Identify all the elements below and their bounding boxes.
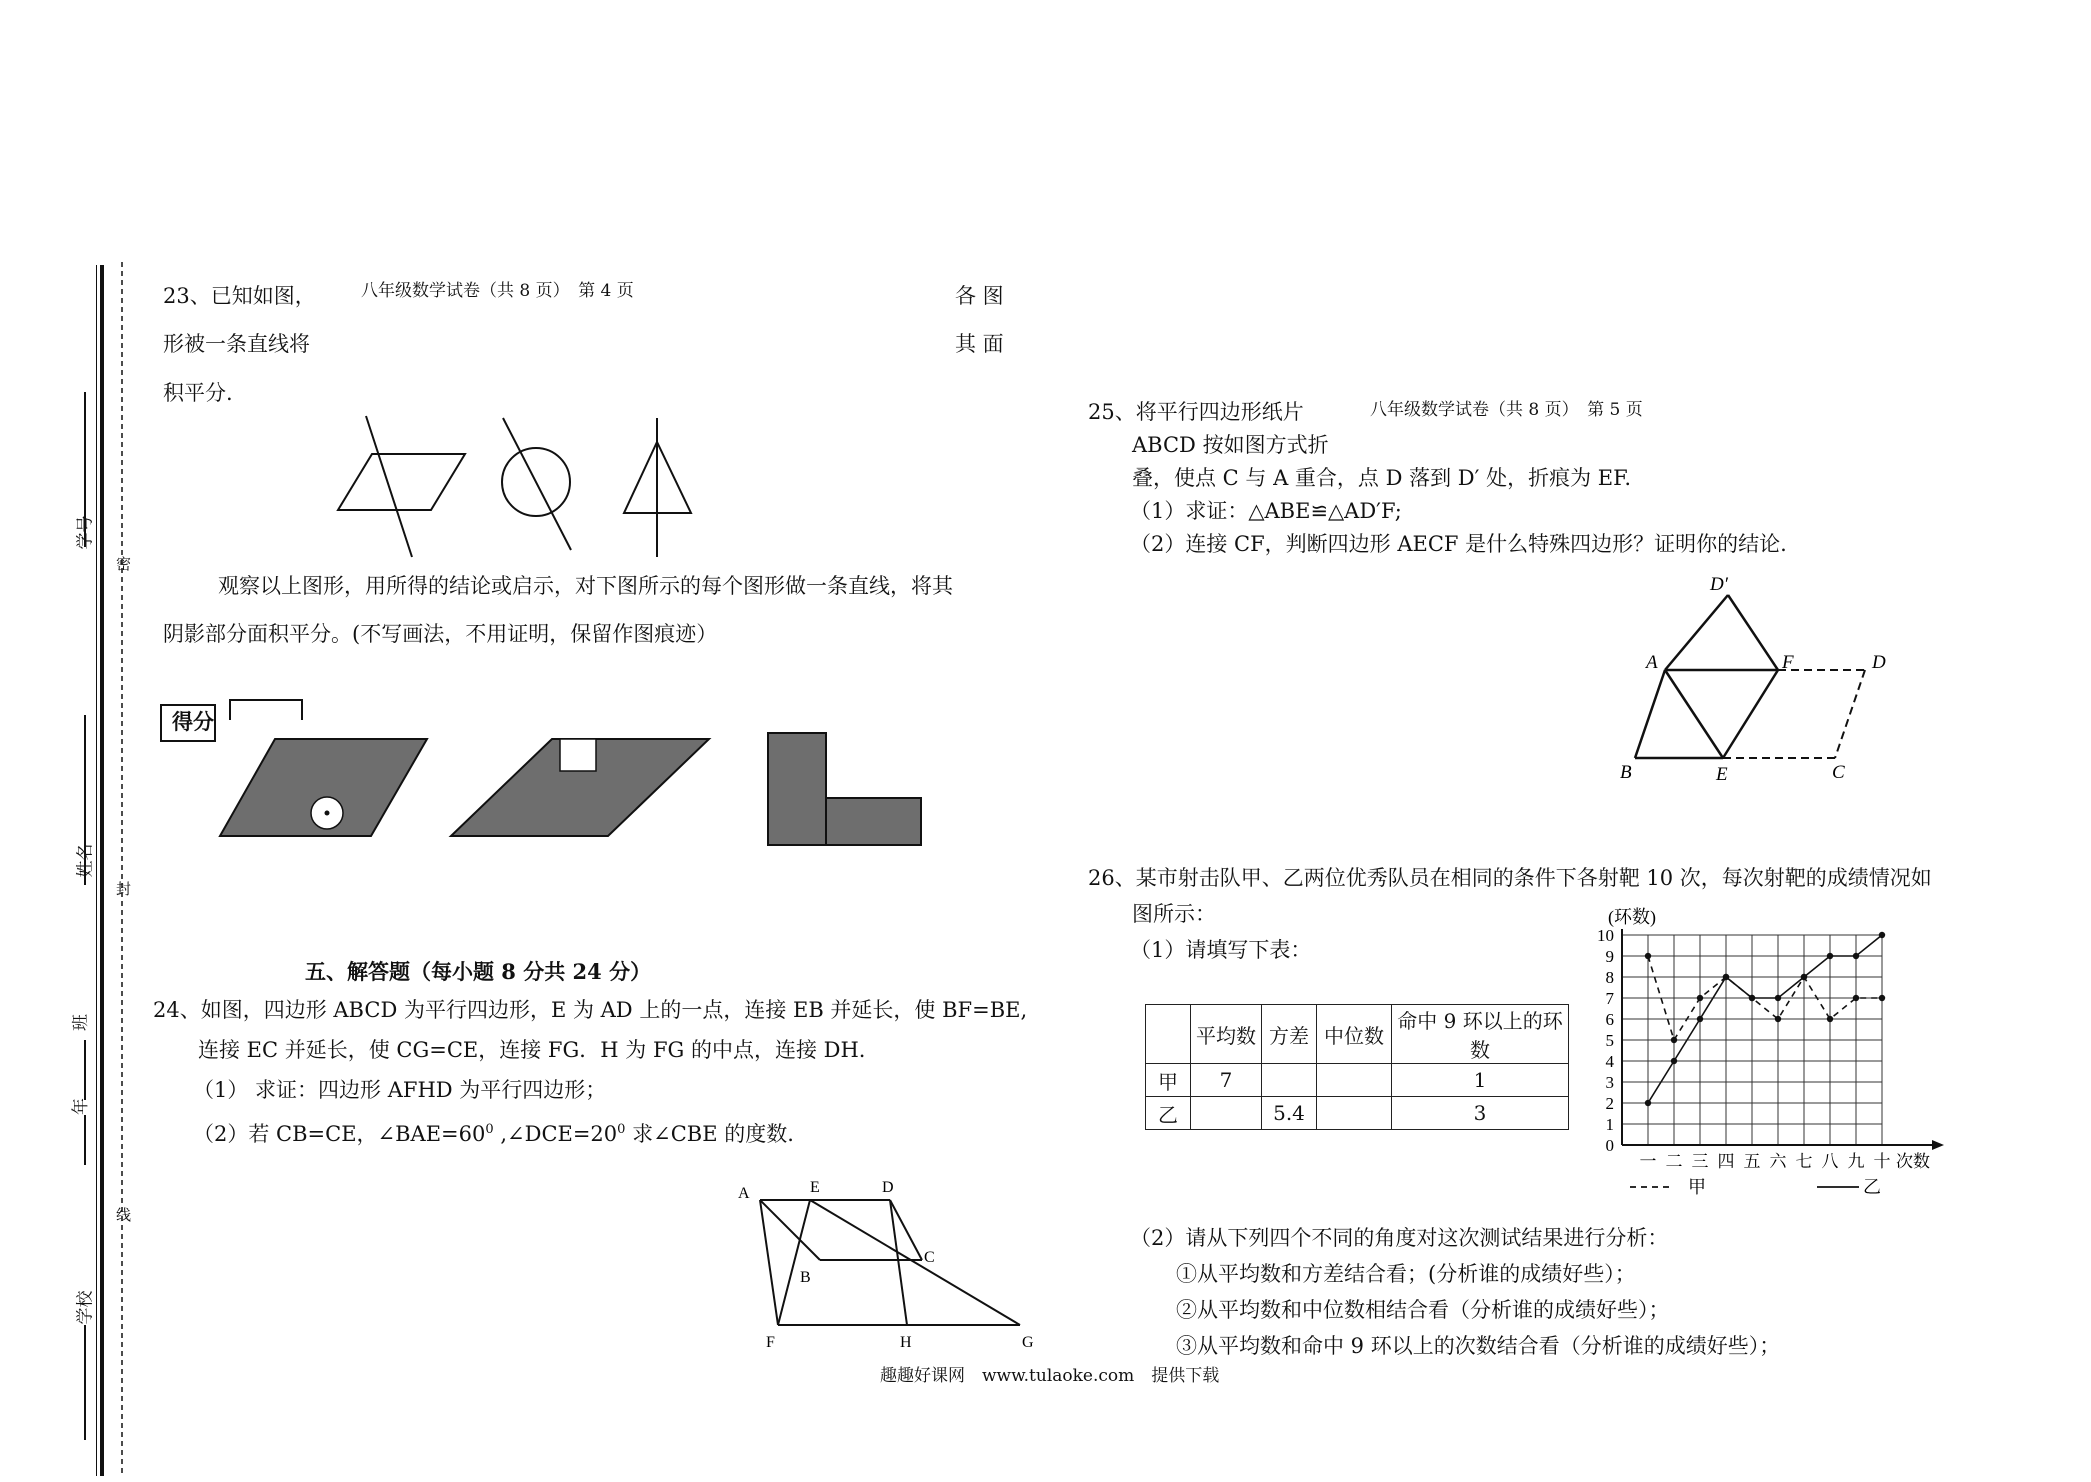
table-cell[interactable] bbox=[1317, 1097, 1392, 1130]
data-point bbox=[1801, 974, 1807, 980]
table-cell[interactable] bbox=[1317, 1064, 1392, 1097]
table-cell[interactable] bbox=[1191, 1097, 1262, 1130]
legend-label-series-1: 甲 bbox=[1688, 1177, 1706, 1197]
q25-label-dprime: D′ bbox=[1710, 574, 1728, 595]
seal-char-xian: 线 bbox=[116, 1206, 132, 1224]
q25-part1: （1）求证：△ABE≌△AD′F; bbox=[1130, 499, 1402, 523]
table-row bbox=[1146, 1064, 1569, 1097]
q26-line2: 图所示： bbox=[1132, 902, 1216, 926]
q24-label-a: A bbox=[738, 1185, 750, 1202]
data-point bbox=[1879, 995, 1885, 1001]
data-point bbox=[1775, 995, 1781, 1001]
q23-example-figures bbox=[300, 410, 900, 560]
q24-part2-sup2: 0 bbox=[617, 1122, 626, 1137]
q25-line2: ABCD 按如图方式折 bbox=[1132, 433, 1329, 457]
q25-label-a: A bbox=[1646, 652, 1658, 673]
q23-line2-left: 形被一条直线将 bbox=[163, 332, 310, 356]
y-tick-label: 2 bbox=[1605, 1094, 1614, 1113]
binding-line-thin bbox=[96, 265, 97, 1476]
table-header-hits: 命中 9 环以上的环数 bbox=[1392, 1005, 1569, 1064]
x-tick-label: 八 bbox=[1821, 1152, 1839, 1171]
x-tick-label: 一 bbox=[1639, 1152, 1657, 1171]
x-tick-label: 五 bbox=[1743, 1152, 1761, 1171]
q23-line2-right: 其 面 bbox=[955, 332, 1004, 356]
q24-label-d: D bbox=[882, 1179, 894, 1196]
q25-line3: 叠，使点 C 与 A 重合，点 D 落到 D′ 处，折痕为 EF. bbox=[1132, 466, 1632, 490]
student-id-label: 学号 bbox=[75, 515, 96, 550]
x-axis-arrow bbox=[1932, 1140, 1944, 1150]
table-cell[interactable] bbox=[1262, 1064, 1317, 1097]
q25-label-c: C bbox=[1832, 762, 1845, 783]
q26-item1: ①从平均数和方差结合看；(分析谁的成绩好些）； bbox=[1176, 1262, 1636, 1286]
q23-shaded-figures bbox=[215, 725, 935, 875]
table-cell[interactable]: 7 bbox=[1191, 1064, 1262, 1097]
data-point bbox=[1671, 1058, 1677, 1064]
score-box-tab bbox=[228, 698, 318, 728]
y-tick-label: 6 bbox=[1605, 1010, 1614, 1029]
x-tick-label: 七 bbox=[1795, 1152, 1813, 1171]
q24-part2 bbox=[193, 1118, 794, 1146]
table-cell: 甲 bbox=[1146, 1064, 1191, 1097]
q26-part2: （2）请从下列四个不同的角度对这次测试结果进行分析： bbox=[1130, 1226, 1669, 1250]
y-tick-label: 9 bbox=[1605, 947, 1614, 966]
shaded-l-shape bbox=[768, 733, 921, 845]
table-header-median: 中位数 bbox=[1317, 1005, 1392, 1064]
page4-header: 八年级数学试卷（共 8 页） 第 4 页 bbox=[361, 281, 634, 301]
grade-label: 年 bbox=[71, 1098, 91, 1115]
table-header-mean: 平均数 bbox=[1191, 1005, 1262, 1064]
data-point bbox=[1827, 953, 1833, 959]
q26-part1: （1）请填写下表： bbox=[1130, 938, 1312, 962]
seal-char-feng: 封 bbox=[116, 880, 132, 898]
y-axis-label: (环数) bbox=[1608, 907, 1656, 927]
name-label: 姓名 bbox=[75, 843, 96, 878]
grade-underline[interactable] bbox=[84, 1115, 86, 1165]
q24-label-h: H bbox=[900, 1334, 912, 1351]
table-header-row bbox=[1146, 1005, 1569, 1064]
q23-para2: 阴影部分面积平分。(不写画法，不用证明，保留作图痕迹） bbox=[163, 622, 718, 646]
binding-dashed-line bbox=[120, 262, 124, 1482]
q26-item3: ③从平均数和命中 9 环以上的次数结合看（分析谁的成绩好些）； bbox=[1176, 1334, 1781, 1358]
class-underline[interactable] bbox=[84, 1040, 86, 1100]
x-tick-label: 二 bbox=[1665, 1152, 1683, 1171]
section5-title: 五、解答题（每小题 8 分共 24 分） bbox=[305, 959, 652, 984]
y-tick-label: 5 bbox=[1605, 1031, 1614, 1050]
y-tick-label: 3 bbox=[1605, 1073, 1614, 1092]
q25-part2: （2）连接 CF，判断四边形 AECF 是什么特殊四边形？证明你的结论. bbox=[1130, 532, 1787, 556]
y-tick-label: 1 bbox=[1605, 1115, 1614, 1134]
q24-label-g: G bbox=[1022, 1334, 1034, 1351]
q25-label-e: E bbox=[1716, 764, 1728, 785]
table-row bbox=[1146, 1097, 1569, 1130]
q24-part2-a: （2）若 CB=CE，∠BAE=60 bbox=[193, 1122, 486, 1146]
shaded-parallelogram-with-hole bbox=[220, 739, 427, 836]
y-tick-label: 4 bbox=[1605, 1052, 1614, 1071]
q25-figure bbox=[1610, 574, 1910, 790]
q24-label-e: E bbox=[810, 1179, 820, 1196]
x-tick-label: 九 bbox=[1847, 1152, 1865, 1171]
q23-line1-left: 23、已知如图， bbox=[163, 284, 316, 308]
q24-part2-c: 求∠CBE 的度数. bbox=[625, 1122, 794, 1146]
shaded-parallelogram-with-square bbox=[451, 739, 709, 836]
data-point bbox=[1879, 932, 1885, 938]
data-point bbox=[1723, 974, 1729, 980]
legend-label-series-2: 乙 bbox=[1863, 1177, 1881, 1197]
q24-part1: （1） 求证：四边形 AFHD 为平行四边形； bbox=[193, 1078, 607, 1102]
x-tick-label: 六 bbox=[1769, 1152, 1787, 1171]
data-point bbox=[1645, 953, 1651, 959]
table-header-variance: 方差 bbox=[1262, 1005, 1317, 1064]
seal-char-mi: 密 bbox=[116, 555, 132, 573]
q24-part2-sup1: 0 bbox=[485, 1122, 494, 1137]
table-header-blank bbox=[1146, 1005, 1191, 1064]
example-parallelogram bbox=[338, 416, 465, 557]
class-label: 班 bbox=[71, 1014, 91, 1031]
q24-figure bbox=[730, 1180, 1050, 1370]
q25-line1: 25、将平行四边形纸片 bbox=[1088, 400, 1304, 424]
q24-label-f: F bbox=[766, 1334, 775, 1351]
q25-label-d: D bbox=[1872, 652, 1886, 673]
table-cell[interactable]: 1 bbox=[1392, 1064, 1569, 1097]
q24-line2: 连接 EC 并延长，使 CG=CE，连接 FG．H 为 FG 的中点，连接 DH. bbox=[198, 1038, 866, 1062]
q23-line1-right: 各 图 bbox=[955, 284, 1004, 308]
y-tick-label: 0 bbox=[1605, 1136, 1614, 1155]
data-point bbox=[1671, 1037, 1677, 1043]
x-tick-label: 四 bbox=[1717, 1152, 1735, 1171]
y-tick-label: 10 bbox=[1597, 926, 1614, 945]
data-point bbox=[1645, 1100, 1651, 1106]
q26-line1: 26、某市射击队甲、乙两位优秀队员在相同的条件下各射靶 10 次，每次射靶的成绩情况如 bbox=[1088, 866, 1932, 890]
school-underline[interactable] bbox=[84, 1325, 86, 1440]
data-point bbox=[1775, 1016, 1781, 1022]
data-point bbox=[1853, 953, 1859, 959]
data-point bbox=[1827, 1016, 1833, 1022]
q23-line3: 积平分. bbox=[163, 381, 233, 405]
school-label: 学校 bbox=[75, 1290, 96, 1325]
data-point bbox=[1853, 995, 1859, 1001]
x-axis-label: 次数 bbox=[1896, 1152, 1930, 1171]
q24-line1: 24、如图，四边形 ABCD 为平行四边形，E 为 AD 上的一点，连接 EB 并延长，使 BF=BE, bbox=[153, 998, 1028, 1022]
q25-label-f: F bbox=[1782, 652, 1794, 673]
q25-label-b: B bbox=[1620, 762, 1632, 783]
page-footer: 趣趣好课网 www.tulaoke.com 提供下载 bbox=[880, 1366, 1220, 1386]
score-box-label: 得分 bbox=[172, 709, 214, 734]
x-tick-label: 十 bbox=[1873, 1152, 1891, 1171]
page5-header: 八年级数学试卷（共 8 页） 第 5 页 bbox=[1370, 400, 1643, 420]
table-cell[interactable]: 3 bbox=[1392, 1097, 1569, 1130]
data-point bbox=[1697, 1016, 1703, 1022]
y-tick-label: 7 bbox=[1605, 989, 1614, 1008]
example-circle bbox=[502, 418, 571, 550]
q24-label-b: B bbox=[800, 1269, 811, 1286]
table-cell: 乙 bbox=[1146, 1097, 1191, 1130]
q26-shooting-chart bbox=[1580, 900, 2000, 1200]
x-tick-label: 三 bbox=[1691, 1152, 1709, 1171]
example-triangle bbox=[624, 418, 691, 557]
table-cell[interactable]: 5.4 bbox=[1262, 1097, 1317, 1130]
q23-para1: 观察以上图形，用所得的结论或启示，对下图所示的每个图形做一条直线，将其 bbox=[218, 574, 953, 598]
data-point bbox=[1749, 995, 1755, 1001]
y-tick-label: 8 bbox=[1605, 968, 1614, 987]
q26-item2: ②从平均数和中位数相结合看（分析谁的成绩好些）； bbox=[1176, 1298, 1670, 1322]
data-point bbox=[1697, 995, 1703, 1001]
binding-line-thick bbox=[100, 265, 104, 1476]
q26-stats-table bbox=[1145, 1004, 1569, 1130]
q24-label-c: C bbox=[924, 1249, 935, 1266]
q24-part2-b: ,∠DCE=20 bbox=[493, 1122, 618, 1146]
